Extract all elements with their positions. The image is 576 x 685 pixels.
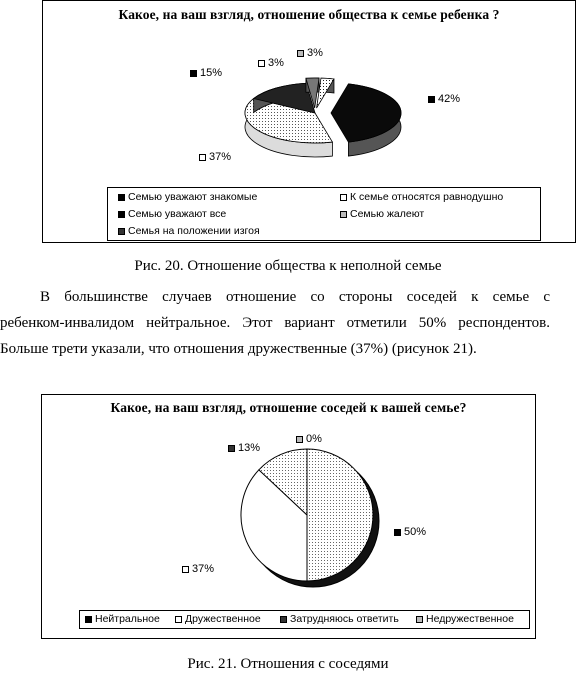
legend-key — [296, 436, 303, 443]
legend-key — [340, 194, 347, 201]
legend-key — [280, 616, 287, 623]
legend-key — [297, 50, 304, 57]
chart-legend — [79, 610, 530, 629]
paragraph-line: ребенком-инвалидом нейтральное. Этот вариант отметили 50% респондентов. — [0, 315, 550, 331]
legend-key — [416, 616, 423, 623]
legend-item: Нейтральное — [85, 613, 160, 625]
data-label-42: 42% — [428, 93, 460, 105]
paragraph-line: В большинстве случаев отношение со стороны соседей к семье с — [40, 289, 550, 305]
legend-key — [428, 96, 435, 103]
legend-key — [85, 616, 92, 623]
legend-key — [394, 529, 401, 536]
legend-item: Семью жалеют — [340, 208, 424, 220]
legend-key — [182, 566, 189, 573]
pie-slice — [331, 84, 401, 156]
legend-key — [190, 70, 197, 77]
figure-caption: Рис. 21. Отношения с соседями — [187, 656, 389, 672]
legend-key — [118, 228, 125, 235]
data-label-3a: 3% — [258, 57, 284, 69]
data-label-37: 37% — [182, 563, 214, 575]
data-label-37: 37% — [199, 151, 231, 163]
chart-title: Какое, на ваш взгляд, отношение общества к семье ребенка ? — [118, 7, 500, 22]
legend-key — [118, 194, 125, 201]
legend-item: Затрудняюсь ответить — [280, 613, 399, 625]
legend-key — [340, 211, 347, 218]
pie-chart-neighbors — [42, 395, 537, 640]
data-label-50: 50% — [394, 526, 426, 538]
chart-legend — [107, 187, 541, 241]
figure-caption: Рис. 20. Отношение общества к неполной семье — [134, 258, 442, 274]
legend-key — [258, 60, 265, 67]
chart-society-attitude — [42, 0, 576, 243]
chart-title: Какое, на ваш взгляд, отношение соседей к вашей семье? — [110, 400, 467, 415]
data-label-13: 13% — [228, 442, 260, 454]
legend-item: Семью уважают знакомые — [118, 191, 257, 203]
paragraph-line: Больше трети указали, что отношения дружественные (37%) (рисунок 21). — [0, 341, 477, 357]
data-label-3b: 3% — [297, 47, 323, 59]
legend-item: Семья на положении изгоя — [118, 225, 260, 237]
body-paragraph — [0, 284, 576, 362]
data-label-0: 0% — [296, 433, 322, 445]
chart-neighbors-attitude — [41, 394, 536, 639]
legend-key — [228, 445, 235, 452]
legend-key — [118, 211, 125, 218]
legend-item: Недружественное — [416, 613, 514, 625]
data-label-15: 15% — [190, 67, 222, 79]
legend-item: Семью уважают все — [118, 208, 226, 220]
legend-item: К семье относятся равнодушно — [340, 191, 503, 203]
legend-item: Дружественное — [175, 613, 261, 625]
legend-key — [175, 616, 182, 623]
legend-key — [199, 154, 206, 161]
